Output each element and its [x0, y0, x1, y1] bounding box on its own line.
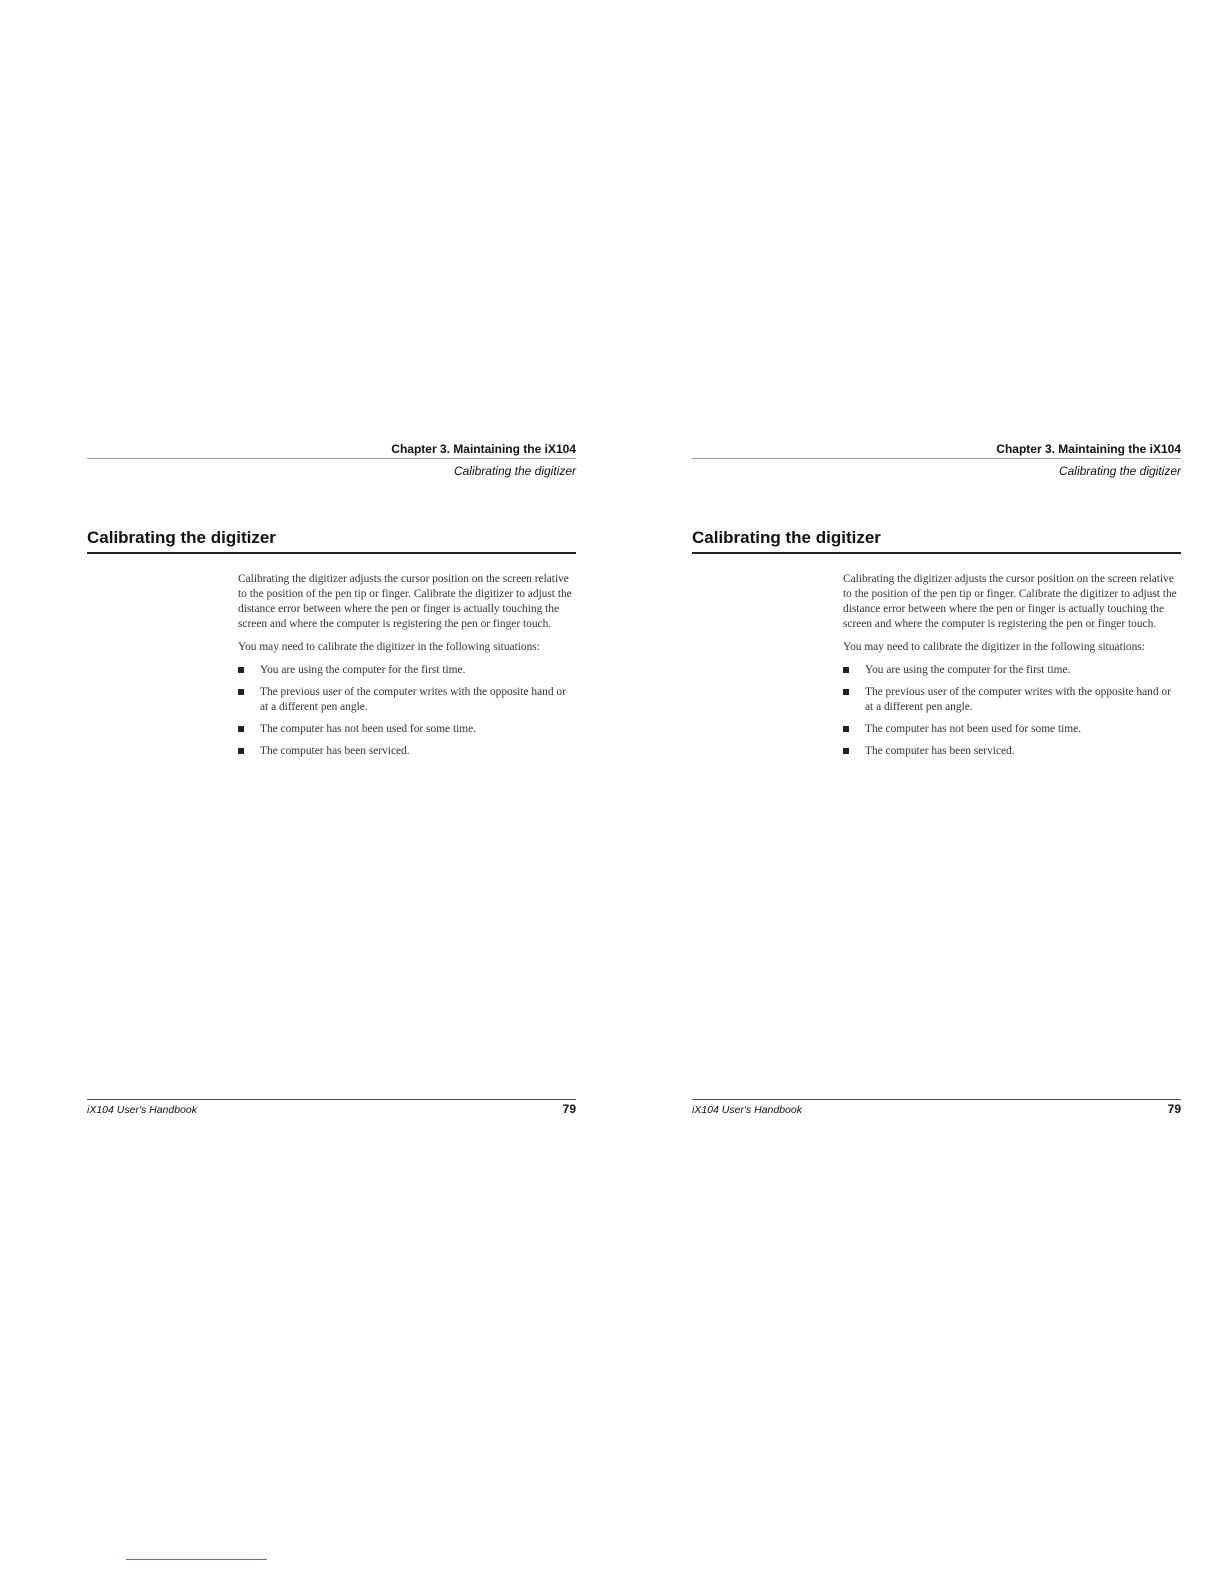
title-rule — [87, 552, 576, 554]
square-bullet-icon — [238, 726, 244, 732]
square-bullet-icon — [843, 748, 849, 754]
footer-book-title: iX104 User's Handbook — [87, 1104, 197, 1116]
list-item-text: The computer has been serviced. — [260, 745, 410, 757]
square-bullet-icon — [238, 667, 244, 673]
bullet-list — [238, 663, 576, 759]
body-text — [238, 572, 576, 766]
footer-rule — [87, 1099, 576, 1100]
list-item — [238, 722, 576, 737]
footer-page-number: 79 — [562, 1102, 576, 1116]
footer-page-number: 79 — [1167, 1102, 1181, 1116]
header-rule — [87, 458, 576, 459]
list-item-text: The computer has not been used for some time. — [865, 723, 1082, 735]
page-right — [692, 0, 1181, 1584]
paragraph: Calibrating the digitizer adjusts the cursor position on the screen relative to the position of the pen tip or finger. Calibrate the digitizer to adjust the distance error between where the pen or finger is actually touching the screen and where the computer is registering the pen or finger touch. — [238, 573, 572, 630]
square-bullet-icon — [238, 689, 244, 695]
list-item-text: You are using the computer for the first time. — [865, 664, 1071, 676]
header-chapter: Chapter 3. Maintaining the iX104 — [996, 442, 1181, 456]
square-bullet-icon — [843, 726, 849, 732]
section-title: Calibrating the digitizer — [692, 528, 881, 547]
list-item-text: The previous user of the computer writes with the opposite hand or at a different pen angle. — [865, 686, 1171, 713]
square-bullet-icon — [843, 667, 849, 673]
square-bullet-icon — [238, 748, 244, 754]
list-item-text: You are using the computer for the first time. — [260, 664, 466, 676]
list-item-text: The previous user of the computer writes with the opposite hand or at a different pen angle. — [260, 686, 566, 713]
list-item — [238, 744, 576, 759]
page-left — [87, 0, 576, 1584]
list-item — [843, 663, 1181, 678]
header-rule — [692, 458, 1181, 459]
footer-book-title: iX104 User's Handbook — [692, 1104, 802, 1116]
section-title: Calibrating the digitizer — [87, 528, 276, 547]
body-text — [843, 572, 1181, 766]
bullet-list — [843, 663, 1181, 759]
list-item — [843, 722, 1181, 737]
paragraph: You may need to calibrate the digitizer in the following situations: — [843, 641, 1145, 653]
list-item — [238, 685, 576, 715]
footnote-separator-line — [126, 1559, 267, 1560]
list-item — [843, 685, 1181, 715]
list-item — [238, 663, 576, 678]
square-bullet-icon — [843, 689, 849, 695]
list-item-text: The computer has not been used for some time. — [260, 723, 477, 735]
header-section: Calibrating the digitizer — [1058, 464, 1181, 478]
footer-rule — [692, 1099, 1181, 1100]
title-rule — [692, 552, 1181, 554]
list-item — [843, 744, 1181, 759]
list-item-text: The computer has been serviced. — [865, 745, 1015, 757]
header-chapter: Chapter 3. Maintaining the iX104 — [391, 442, 576, 456]
paragraph: You may need to calibrate the digitizer in the following situations: — [238, 641, 540, 653]
paragraph: Calibrating the digitizer adjusts the cursor position on the screen relative to the position of the pen tip or finger. Calibrate the digitizer to adjust the distance error between where the pen or finger is actually touching the screen and where the computer is registering the pen or finger touch. — [843, 573, 1177, 630]
header-section: Calibrating the digitizer — [453, 464, 576, 478]
